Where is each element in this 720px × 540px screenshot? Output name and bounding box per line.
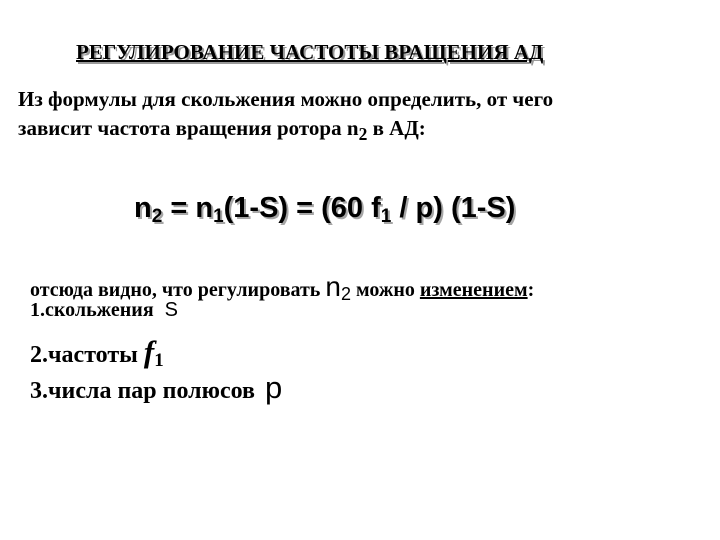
list-item-pole-pairs-label: 3.числа пар полюсов [30, 378, 255, 404]
list-item-pole-pairs [30, 370, 282, 406]
list-item-slip [30, 299, 178, 322]
formula-eq1: = n [162, 192, 214, 224]
conclusion-var-sub: 2 [340, 284, 351, 304]
list-item-pole-pairs-symbol: p [265, 370, 283, 405]
list-item-frequency-symbol [144, 334, 164, 369]
formula-rhs: / p) (1-S) [391, 192, 516, 224]
slide-title: РЕГУЛИРОВАНИЕ ЧАСТОТЫ ВРАЩЕНИЯ АД [76, 40, 544, 64]
conclusion-var-n: n [325, 271, 341, 302]
conclusion-prefix: отсюда видно, что регулировать [30, 279, 326, 301]
list-item-frequency [30, 334, 164, 372]
intro-line-2 [18, 116, 426, 145]
conclusion-var [325, 271, 351, 302]
intro-var-sub: 2 [358, 124, 368, 145]
formula-lhs-sub: 2 [151, 206, 163, 227]
intro-line-2-prefix: зависит частота вращения ротора [18, 116, 347, 140]
conclusion-suffix: : [527, 279, 535, 301]
frequency-symbol-f: f [143, 334, 155, 369]
formula-f1-sub: 1 [380, 206, 392, 227]
conclusion-middle: можно [350, 279, 420, 301]
formula-lhs: n [134, 192, 152, 224]
intro-var-n: n [346, 116, 359, 140]
intro-line-2-suffix: в АД: [367, 116, 426, 140]
intro-line-1: Из формулы для скольжения можно определить, от чего [18, 87, 554, 111]
conclusion-underlined: изменением [419, 279, 528, 301]
list-item-frequency-label: 2.частоты [30, 342, 138, 368]
list-item-slip-label: 1.скольжения [30, 299, 159, 321]
formula-mid: (1-S) = (60 f [223, 192, 381, 224]
formula-n1-sub: 1 [213, 206, 224, 227]
speed-formula [134, 192, 515, 228]
frequency-symbol-sub: 1 [154, 350, 164, 371]
list-item-slip-symbol: S [164, 299, 178, 321]
